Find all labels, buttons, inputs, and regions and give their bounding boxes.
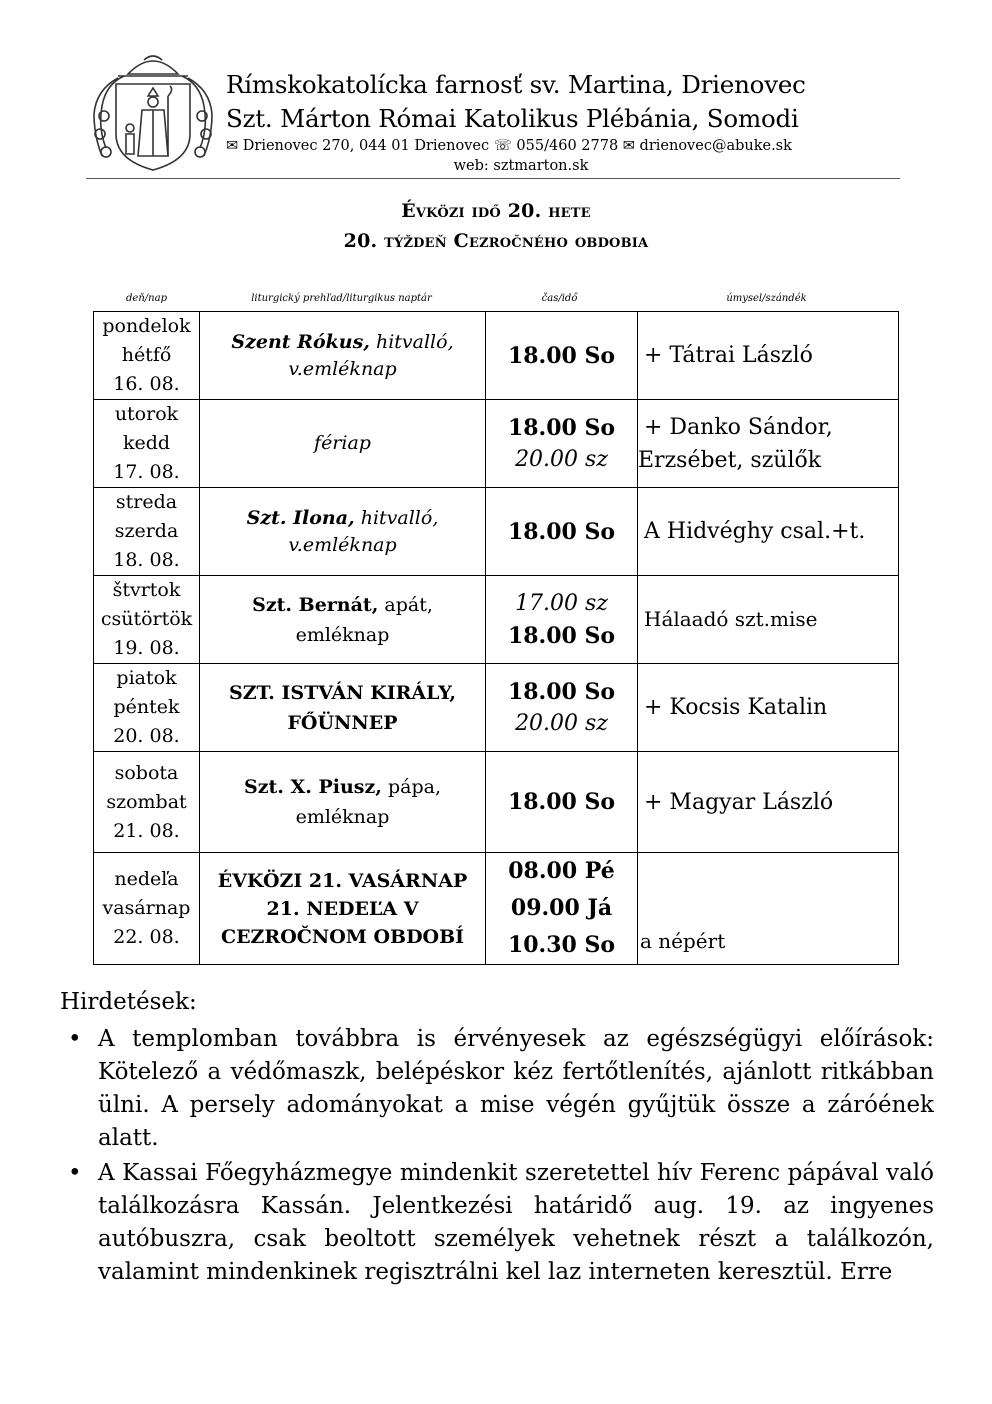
date: 16. 08. [113, 373, 180, 395]
intention-cell [638, 312, 899, 400]
list-item [60, 1157, 934, 1289]
time-cell [486, 312, 638, 400]
liturgy-cell [200, 400, 486, 488]
date: 20. 08. [113, 725, 180, 747]
time-cell [486, 576, 638, 664]
col-header-day: deň/nap [126, 293, 167, 304]
intention-cell [638, 752, 899, 853]
feast-type: apát, [384, 593, 433, 616]
table-row [94, 312, 899, 400]
title-sk: 20. týždeň Cezročného obdobia [343, 230, 649, 252]
mass-time: 20.00 sz [515, 446, 608, 472]
mass-time: 20.00 sz [515, 710, 608, 736]
feast-type: hitvalló, [360, 506, 439, 529]
mass-intention: + Danko Sándor, [644, 414, 833, 440]
day-hu: szerda [114, 520, 179, 542]
col-header-intention: úmysel/szándék [726, 293, 807, 304]
announcement-text: A Kassai Főegyházmegye mindenkit szeretettel hív Ferenc pápával való találkozásra Kassán. Jelentkezési határidő aug. 19. az ingyenes autóbuszra, csak beoltott személyek vehetnek részt a találkozón, valamint mindenkinek regisztrálni kel laz interneten keresztül. Erre [98, 1160, 934, 1285]
mass-intention: + Magyar László [644, 789, 834, 815]
table-column-headers [94, 293, 898, 309]
feast-name: ÉVKÖZI 21. VASÁRNAP [217, 869, 468, 892]
website: web: sztmarton.sk [453, 158, 589, 174]
mass-intention: + Kocsis Katalin [644, 695, 828, 720]
letterhead [86, 44, 900, 180]
day-cell [94, 752, 200, 853]
table-row [94, 853, 899, 965]
day-hu: hétfő [121, 344, 172, 366]
table-row [94, 664, 899, 752]
intention-cell [638, 488, 899, 576]
day-cell [94, 576, 200, 664]
contact-info: ✉ Drienovec 270, 044 01 Drienovec ☏ 055/460 2778 ✉ drienovec@abuke.sk [226, 138, 792, 154]
announcements [60, 986, 934, 1291]
parish-name-sk: Rímskokatolícka farnosť sv. Martina, Drienovec [226, 70, 806, 99]
table-row [94, 576, 899, 664]
day-hu: vasárnap [102, 897, 191, 919]
feast-name: Szt. Ilona, [246, 506, 355, 529]
liturgy-cell [200, 312, 486, 400]
day-sk: sobota [114, 761, 179, 784]
feast-type: hitvalló, [375, 330, 454, 353]
mass-time: 08.00 Pé [508, 858, 615, 884]
list-item [60, 1023, 934, 1155]
day-sk: streda [115, 491, 178, 513]
mass-time: 10.30 So [507, 932, 616, 958]
feast-rank: v.emléknap [288, 357, 397, 380]
day-sk: pondelok [102, 315, 191, 337]
mass-intention: + Tátrai László [644, 343, 813, 368]
table-row [94, 752, 899, 853]
date: 19. 08. [113, 637, 180, 659]
time-cell [486, 488, 638, 576]
feast-type: fériap [314, 432, 371, 454]
feast-name: SZT. ISTVÁN KIRÁLY, [228, 681, 457, 704]
mass-intention: Hálaadó szt.mise [644, 607, 818, 631]
mass-time: 18.00 So [507, 414, 616, 441]
day-cell [94, 488, 200, 576]
intention-cell [638, 853, 899, 965]
parish-coat-of-arms [88, 44, 218, 172]
mass-time: 18.00 So [507, 342, 616, 369]
mass-schedule-table [93, 311, 899, 965]
feast-rank: emléknap [295, 623, 390, 646]
date: 18. 08. [113, 549, 180, 571]
date: 17. 08. [113, 461, 180, 483]
date: 22. 08. [113, 926, 180, 948]
intention-cell [638, 664, 899, 752]
feast-name: Szt. X. Piusz, [244, 776, 382, 798]
date: 21. 08. [113, 819, 180, 842]
mass-intention: Erzsébet, szülők [638, 447, 822, 473]
mass-time: 18.00 So [507, 678, 616, 705]
intention-cell [638, 576, 899, 664]
day-hu: péntek [113, 696, 180, 718]
mass-time: 18.00 So [507, 622, 616, 649]
liturgy-cell [200, 752, 486, 853]
day-cell [94, 664, 200, 752]
time-cell [486, 664, 638, 752]
table-row [94, 488, 899, 576]
mass-time: 18.00 So [507, 789, 616, 815]
intention-cell [638, 400, 899, 488]
liturgy-cell [200, 488, 486, 576]
time-cell [486, 853, 638, 965]
document-title [0, 196, 992, 256]
liturgy-cell [200, 664, 486, 752]
table-row [94, 400, 899, 488]
feast-rank: v.emléknap [288, 533, 397, 556]
day-sk: nedeľa [114, 868, 179, 890]
mass-intention: a népért [640, 929, 726, 953]
day-sk: štvrtok [112, 579, 181, 601]
header-divider [86, 178, 900, 179]
day-cell [94, 400, 200, 488]
feast-name: Szt. Bernát, [252, 593, 379, 616]
feast-name-sk: CEZROČNOM OBDOBÍ [220, 925, 465, 948]
mass-time: 09.00 Já [510, 895, 613, 921]
feast-name: Szent Rókus, [231, 330, 370, 353]
day-sk: piatok [116, 667, 177, 689]
announcement-list [60, 1023, 934, 1289]
day-sk: utorok [114, 403, 179, 425]
liturgy-cell [200, 853, 486, 965]
feast-rank: emléknap [295, 806, 390, 828]
col-header-time: čas/idő [541, 293, 578, 304]
liturgy-cell [200, 576, 486, 664]
feast-type: pápa, [387, 776, 441, 798]
day-hu: kedd [122, 432, 171, 454]
bullet-icon: • [68, 1160, 82, 1186]
feast-name-sk: 21. NEDEĽA V [266, 897, 419, 920]
mass-time: 18.00 So [507, 518, 616, 545]
mass-time: 17.00 sz [515, 590, 608, 616]
announcements-title: Hirdetések: [60, 989, 197, 1015]
bullet-icon: • [68, 1026, 82, 1052]
parish-name-hu: Szt. Márton Római Katolikus Plébánia, Somodi [226, 104, 799, 133]
day-hu: csütörtök [100, 608, 193, 630]
col-header-liturgy: liturgický prehľad/liturgikus naptár [251, 293, 432, 304]
title-hu: Évközi idő 20. hete [401, 200, 591, 222]
day-cell [94, 853, 200, 965]
day-cell [94, 312, 200, 400]
announcement-text: A templomban továbbra is érvényesek az egészségügyi előírások: Kötelező a védőmaszk, belépéskor kéz fertőtlenítés, ajánlott ritkábban ülni. A persely adományokat a mise végén gyűjtük össze a záróének alatt. [98, 1026, 934, 1151]
time-cell [486, 752, 638, 853]
mass-intention: A Hidvéghy csal.+t. [644, 519, 866, 544]
day-hu: szombat [106, 790, 187, 813]
time-cell [486, 400, 638, 488]
feast-rank: FŐÜNNEP [287, 711, 398, 734]
